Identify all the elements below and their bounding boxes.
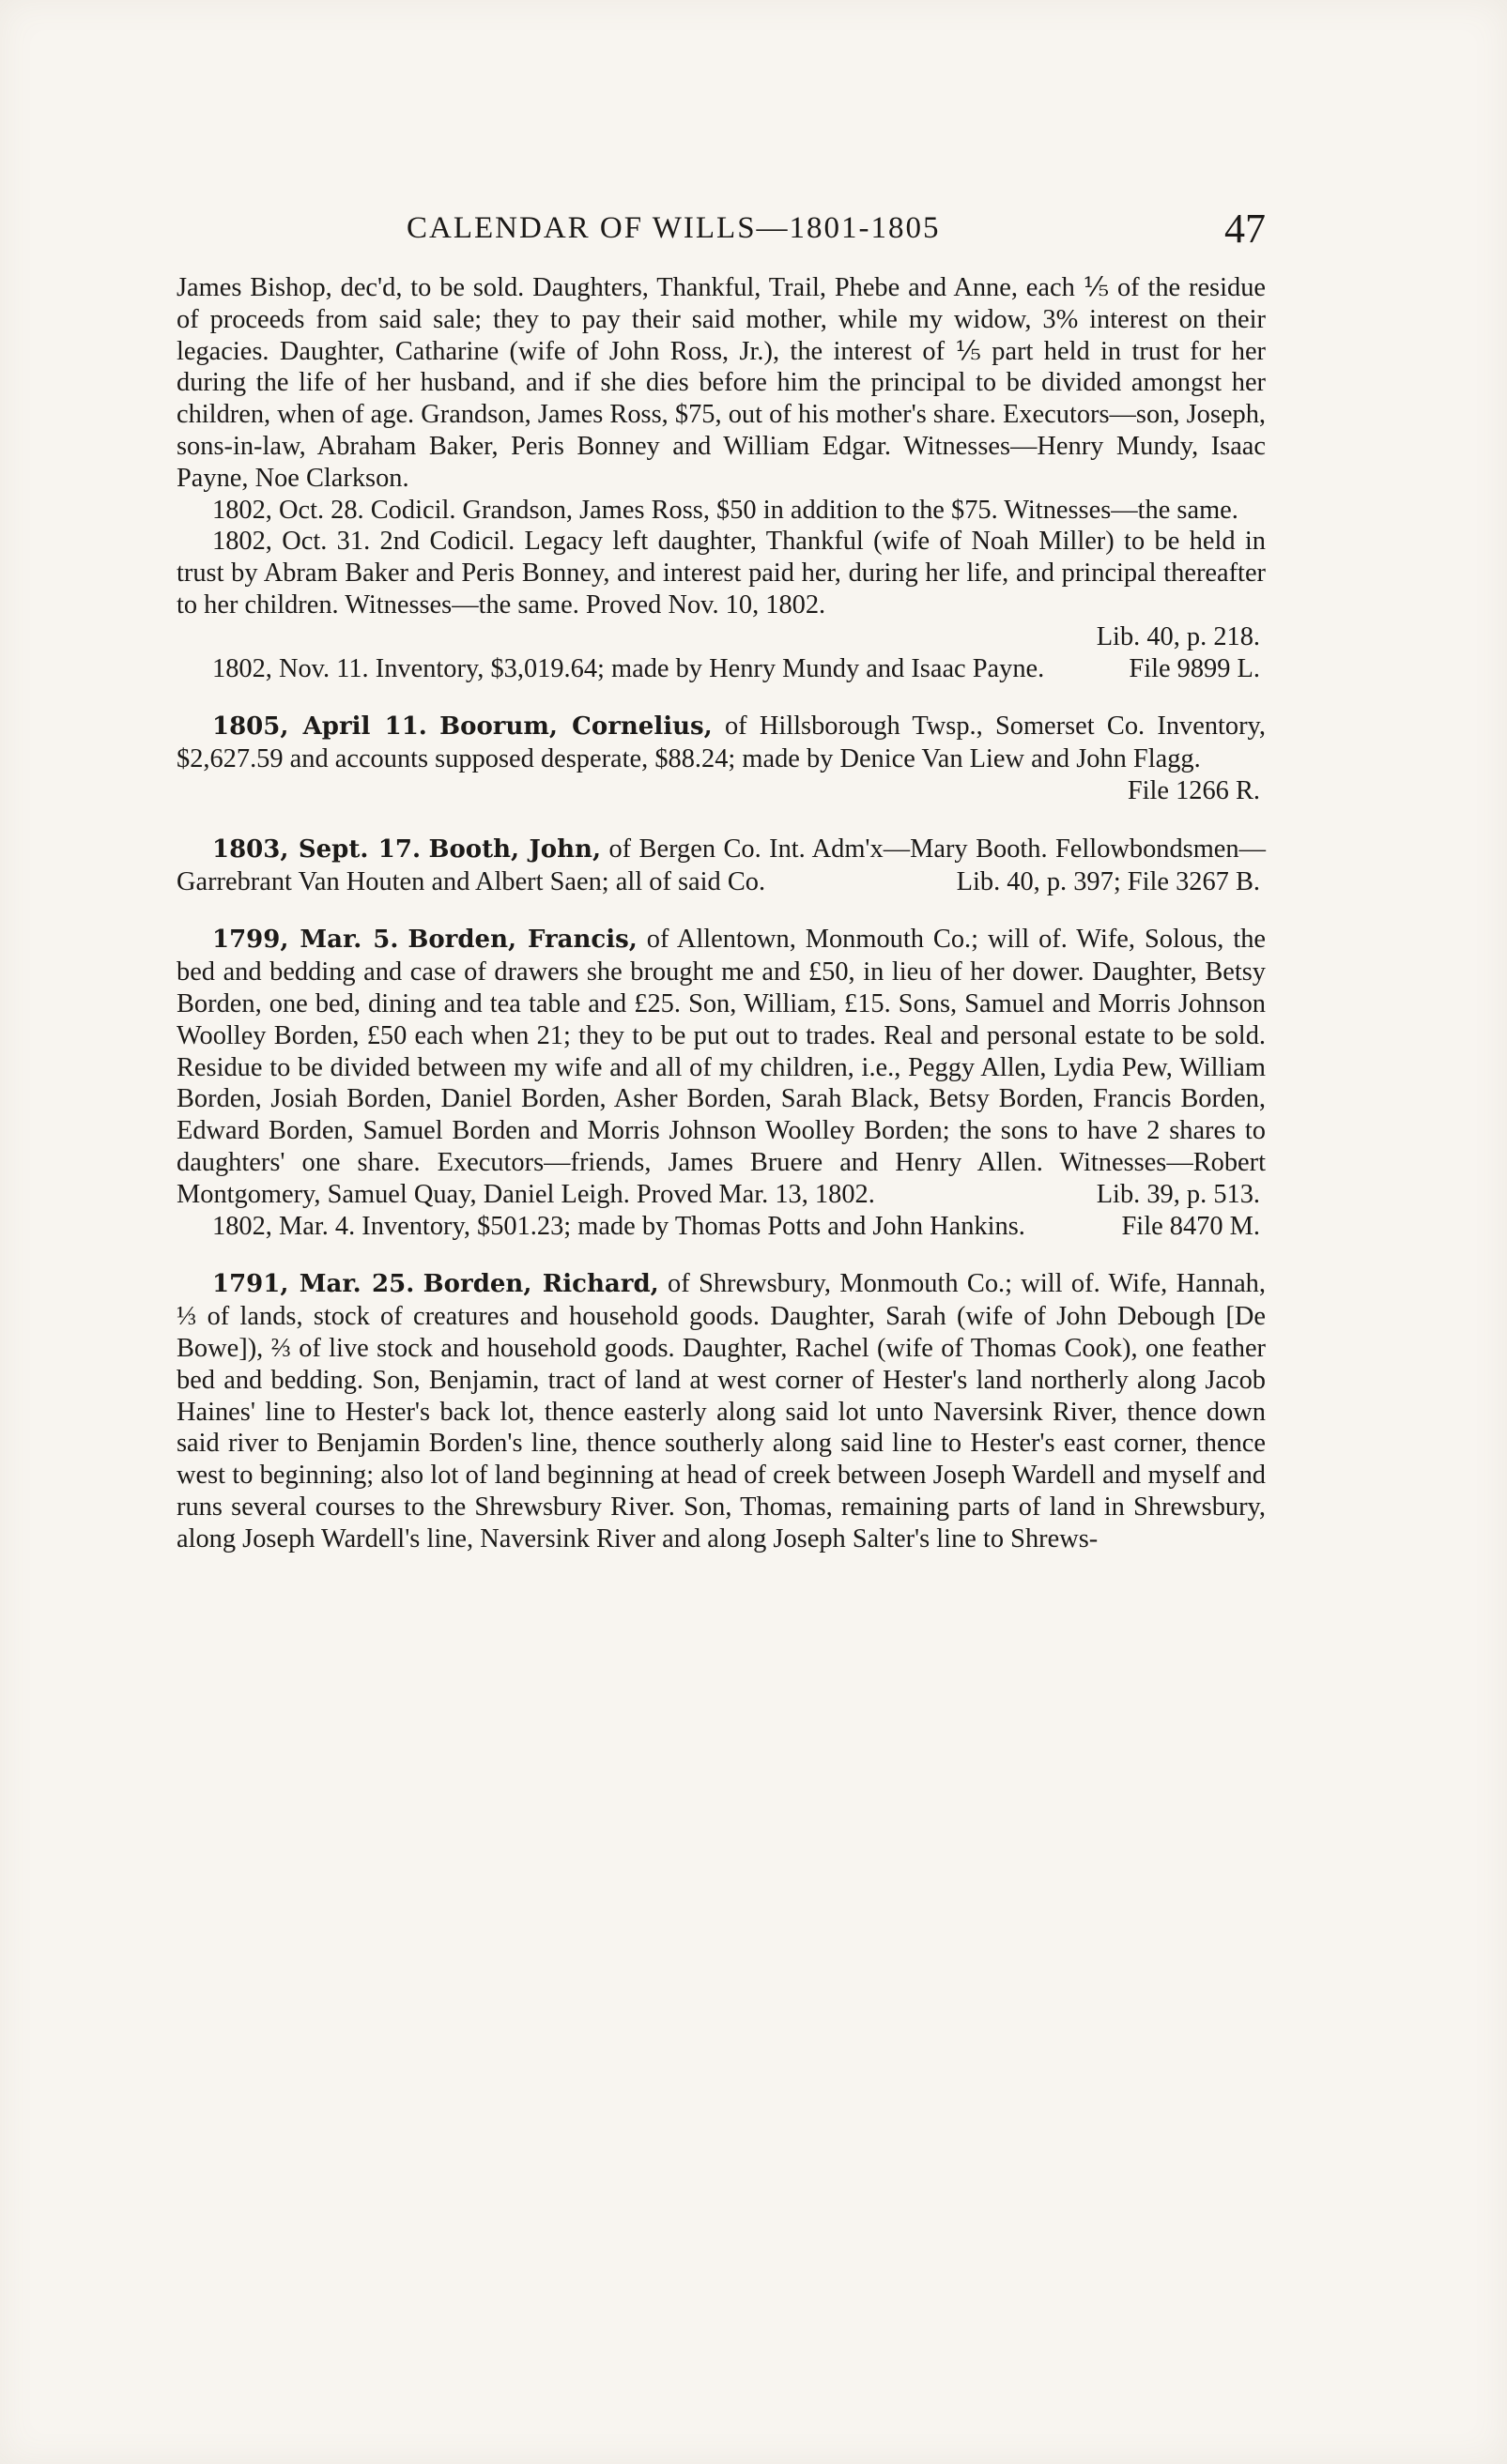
page-content [177, 197, 1266, 1554]
entry-date: 1803, Sept. 17. [212, 834, 422, 864]
entry-paragraph [177, 711, 1266, 806]
entry-paragraph [177, 924, 1266, 1210]
file-reference: File 9899 L. [1129, 653, 1260, 683]
entry-name: Boorum, Cornelius, [439, 712, 713, 742]
entry-paragraph [177, 1268, 1266, 1554]
entry-date: 1805, April 11. [212, 712, 427, 742]
entry-date: 1799, Mar. 5. [212, 926, 399, 955]
inventory-text: 1802, Mar. 4. Inventory, $501.23; made by Thomas Potts and John Hankins. [212, 1211, 1025, 1241]
second-codicil-paragraph: 1802, Oct. 31. 2nd Codicil. Legacy left daughter, Thankful (wife of Noah Miller) to be held in trust by Abram Baker and Peris Bonney, and interest paid her, during her life, and principal thereafter to her children. Witnesses—the same. Proved Nov. 10, 1802. [177, 527, 1266, 620]
entry-text: of Hillsborough Twsp., Somerset Co. Inventory, $2,627.59 and accounts supposed desperate, $88.24; made by Denice Van Liew and John Flagg. [177, 712, 1267, 774]
entry-name: Booth, John, [428, 834, 601, 864]
entry-date: 1791, Mar. 25. [212, 1270, 415, 1299]
file-reference: File 8470 M. [1121, 1211, 1260, 1241]
inventory-paragraph [177, 653, 1266, 685]
entry-name: Borden, Richard, [423, 1270, 659, 1299]
entry-text: of Shrewsbury, Monmouth Co.; will of. Wife, Hannah, ⅓ of lands, stock of creatures and household goods. Daughter, Sarah (wife of John Debough [De Bowe]), ⅔ of live stock and household goods. Daughter, Rachel (wife of Thomas Cook), one feather bed and bedding. Son, Benjamin, tract of land at west corner of Hester's land northerly along Jacob Haines' line to Hester's back lot, thence easterly along said lot unto Naversink River, thence down said river to Benjamin Borden's line, thence southerly along said line to Hester's east corner, thence west to beginning; also lot of land beginning at head of creek between Joseph Wardell and myself and runs several courses to the Shrewsbury River. Son, Thomas, remaining parts of land in Shrewsbury, along Joseph Wardell's line, Naversink River and along Joseph Salter's line to Shrews- [177, 1269, 1266, 1553]
file-reference: File 1266 R. [1127, 775, 1260, 805]
entry-name: Borden, Francis, [408, 926, 638, 955]
continuation-paragraph: James Bishop, dec'd, to be sold. Daughters, Thankful, Trail, Phebe and Anne, each ⅕ of the residue of proceeds from said sale; they to pay their said mother, while my widow, 3% interest on their legacies. Daughter, Catharine (wife of John Ross, Jr.), the interest of ⅕ part held in trust for her during the life of her husband, and if she dies before him the principal to be divided amongst her children, when of age. Grandson, James Ross, $75, out of his mother's share. Executors—son, Joseph, sons-in-law, Abraham Baker, Peris Bonney and William Edgar. Witnesses—Henry Mundy, Isaac Payne, Noe Clarkson. [177, 273, 1266, 493]
running-title: CALENDAR OF WILLS—1801-1805 [407, 211, 941, 245]
running-head [177, 197, 1266, 263]
will-entry-borden-francis [177, 924, 1266, 1242]
entry-text: of Bergen Co. Int. Adm'x—Mary Booth. Fellowbondsmen—Garrebrant Van Houten and Albert Saen; all of said Co. [177, 834, 1266, 896]
inventory-text: 1802, Nov. 11. Inventory, $3,019.64; made by Henry Mundy and Isaac Payne. [212, 653, 1045, 683]
will-entry-booth [177, 834, 1266, 898]
entry-text: of Allentown, Monmouth Co.; will of. Wife, Solous, the bed and bedding and case of drawers she brought me and £50, in lieu of her dower. Daughter, Betsy Borden, one bed, dining and tea table and £25. Son, William, £15. Sons, Samuel and Morris Johnson Woolley Borden, £50 each when 21; they to be put out to trades. Real and personal estate to be sold. Residue to be divided between my wife and all of my children, i.e., Peggy Allen, Lydia Pew, William Borden, Josiah Borden, Daniel Borden, Asher Borden, Sarah Black, Betsy Borden, Francis Borden, Edward Borden, Samuel Borden and Morris Johnson Woolley Borden; the sons to have 2 shares to daughters' one share. Executors—friends, James Bruere and Henry Allen. Witnesses—Robert Montgomery, Samuel Quay, Daniel Leigh. Proved Mar. 13, 1802. [177, 925, 1267, 1209]
inventory-paragraph [177, 1211, 1266, 1243]
will-entry-borden-richard [177, 1268, 1266, 1554]
citation-reference: Lib. 39, p. 513. [1096, 1179, 1260, 1209]
will-entry-boorum [177, 711, 1266, 806]
file-reference: Lib. 40, p. 397; File 3267 B. [956, 866, 1260, 896]
citation-reference: Lib. 40, p. 218. [1096, 621, 1260, 651]
page-number: 47 [1224, 206, 1266, 252]
codicil-paragraph: 1802, Oct. 28. Codicil. Grandson, James Ross, $50 in addition to the $75. Witnesses—the same. [212, 495, 1238, 525]
entry-paragraph [177, 834, 1266, 898]
